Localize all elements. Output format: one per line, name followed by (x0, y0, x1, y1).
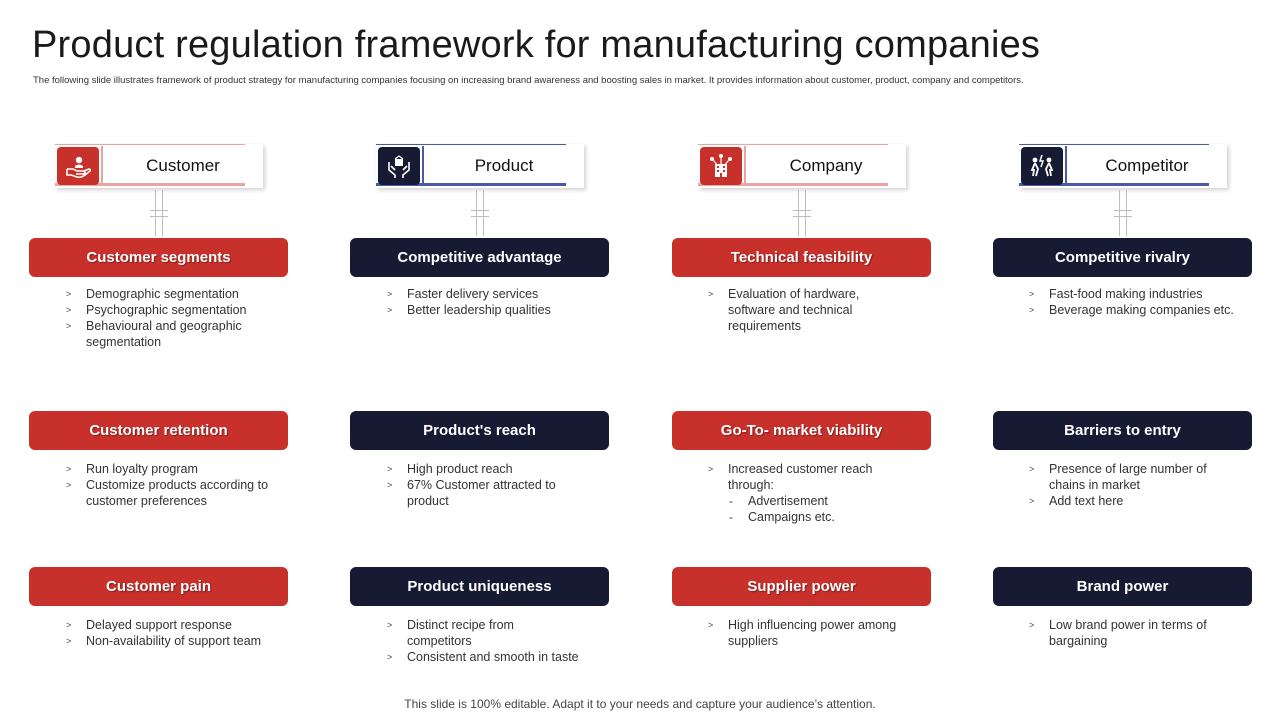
bullet-item (1029, 493, 1234, 509)
bullet-text: Low brand power in terms of bargaining (1049, 618, 1207, 648)
bullet-text: Non-availability of support team (86, 634, 262, 648)
bullet-text: Beverage making companies etc. (1049, 303, 1234, 317)
header-label: Competitor (1105, 156, 1189, 175)
section-heading: Competitive advantage (350, 238, 609, 277)
bullet-marker: > (1029, 620, 1035, 630)
page-subtitle: The following slide illustrates framework of product strategy for manufacturing companies focusing on increasing brand awareness and boosting sales in market. It provides information about customer, product, company and competitors. (33, 75, 1024, 86)
bullet-item (387, 649, 582, 665)
bullet-item (708, 617, 908, 649)
bullet-text: Run loyalty program (86, 462, 198, 476)
bullet-marker: > (66, 321, 72, 331)
bullet-text: Demographic segmentation (86, 287, 239, 301)
bullet-text: Presence of large number of chains in market (1049, 462, 1207, 492)
bullet-marker: > (387, 305, 393, 315)
bullet-list (66, 461, 271, 509)
bullet-item (66, 286, 271, 302)
bullet-marker: > (1029, 305, 1035, 315)
bullet-text: 67% Customer attracted to product (407, 478, 556, 508)
header-card-customer (55, 144, 263, 188)
bullet-list (66, 617, 271, 649)
building-network-icon (700, 147, 742, 185)
bullet-marker: > (66, 620, 72, 630)
bullet-text: High influencing power among suppliers (728, 618, 897, 648)
bullet-text: Behavioural and geographic segmentation (86, 319, 242, 349)
bullet-marker: > (708, 464, 714, 474)
connector-line (152, 190, 166, 236)
hand-holding-person-icon (57, 147, 99, 185)
header-label: Customer (146, 156, 220, 175)
connector-line (1116, 190, 1130, 236)
bullet-list (708, 617, 908, 649)
bullet-list (66, 286, 271, 350)
bullet-marker: > (1029, 289, 1035, 299)
bullet-item (66, 617, 271, 633)
bullet-text: Better leadership qualities (407, 303, 551, 317)
bullet-item (66, 477, 271, 509)
bullet-marker: > (387, 289, 393, 299)
section-heading: Customer segments (29, 238, 288, 277)
section-heading: Customer pain (29, 567, 288, 606)
section-heading: Product's reach (350, 411, 609, 450)
footer-note: This slide is 100% editable. Adapt it to your needs and capture your audience’s attention. (404, 697, 876, 711)
bullet-item (1029, 286, 1234, 302)
bullet-text: Customize products according to customer preferences (86, 478, 269, 508)
bullet-text: Evaluation of hardware, software and technical requirements (728, 287, 860, 333)
bullet-marker: > (66, 480, 72, 490)
bullet-item (708, 461, 908, 493)
sub-bullet-item (708, 493, 908, 509)
bullet-list (1029, 617, 1234, 649)
hands-holding-box-icon (378, 147, 420, 185)
page-title: Product regulation framework for manufacturing companies (32, 24, 1041, 66)
bullet-text: Add text here (1049, 494, 1124, 508)
bullet-text: Increased customer reach through: (728, 462, 873, 492)
bullet-list (708, 461, 908, 525)
bullet-text: Faster delivery services (407, 287, 539, 301)
section-heading: Barriers to entry (993, 411, 1252, 450)
bullet-list (387, 617, 582, 665)
bullet-item (1029, 302, 1234, 318)
bullet-text: Distinct recipe from competitors (407, 618, 514, 648)
bullet-marker: > (1029, 464, 1035, 474)
bullet-marker: > (387, 480, 393, 490)
section-heading: Go-To- market viability (672, 411, 931, 450)
sub-bullet-marker: - (729, 510, 733, 524)
bullet-marker: > (708, 620, 714, 630)
bullet-item (1029, 617, 1234, 649)
section-heading: Technical feasibility (672, 238, 931, 277)
header-card-product (376, 144, 584, 188)
sub-bullet-text: Advertisement (748, 494, 828, 508)
header-label: Company (789, 156, 863, 175)
sub-bullet-marker: - (729, 494, 733, 508)
bullet-list (387, 461, 582, 509)
bullet-item (1029, 461, 1234, 493)
bullet-item (66, 302, 271, 318)
bullet-list (1029, 461, 1234, 509)
header-card-competitor (1019, 144, 1227, 188)
bullet-marker: > (1029, 496, 1035, 506)
bullet-item (66, 461, 271, 477)
bullet-item (387, 617, 582, 649)
bullet-list (387, 286, 582, 318)
bullet-item (387, 477, 582, 509)
bullet-item (387, 302, 582, 318)
bullet-text: Fast-food making industries (1049, 287, 1203, 301)
bullet-text: High product reach (407, 462, 513, 476)
section-heading: Competitive rivalry (993, 238, 1252, 277)
bullet-marker: > (66, 464, 72, 474)
bullet-marker: > (387, 464, 393, 474)
bullet-marker: > (66, 305, 72, 315)
bullet-item (66, 633, 271, 649)
connector-line (473, 190, 487, 236)
bullet-text: Consistent and smooth in taste (407, 650, 579, 664)
competing-people-icon (1021, 147, 1063, 185)
bullet-item (708, 286, 908, 334)
bullet-item (387, 286, 582, 302)
header-label: Product (474, 156, 534, 175)
sub-bullet-text: Campaigns etc. (748, 510, 835, 524)
bullet-marker: > (66, 289, 72, 299)
bullet-list (708, 286, 908, 334)
bullet-marker: > (387, 652, 393, 662)
section-heading: Supplier power (672, 567, 931, 606)
bullet-item (387, 461, 582, 477)
bullet-marker: > (66, 636, 72, 646)
section-heading: Customer retention (29, 411, 288, 450)
bullet-list (1029, 286, 1234, 318)
header-card-company (698, 144, 906, 188)
sub-bullet-item (708, 509, 908, 525)
bullet-marker: > (387, 620, 393, 630)
section-heading: Brand power (993, 567, 1252, 606)
bullet-marker: > (708, 289, 714, 299)
connector-line (795, 190, 809, 236)
bullet-item (66, 318, 271, 350)
section-heading: Product uniqueness (350, 567, 609, 606)
bullet-text: Psychographic segmentation (86, 303, 247, 317)
bullet-text: Delayed support response (86, 618, 232, 632)
